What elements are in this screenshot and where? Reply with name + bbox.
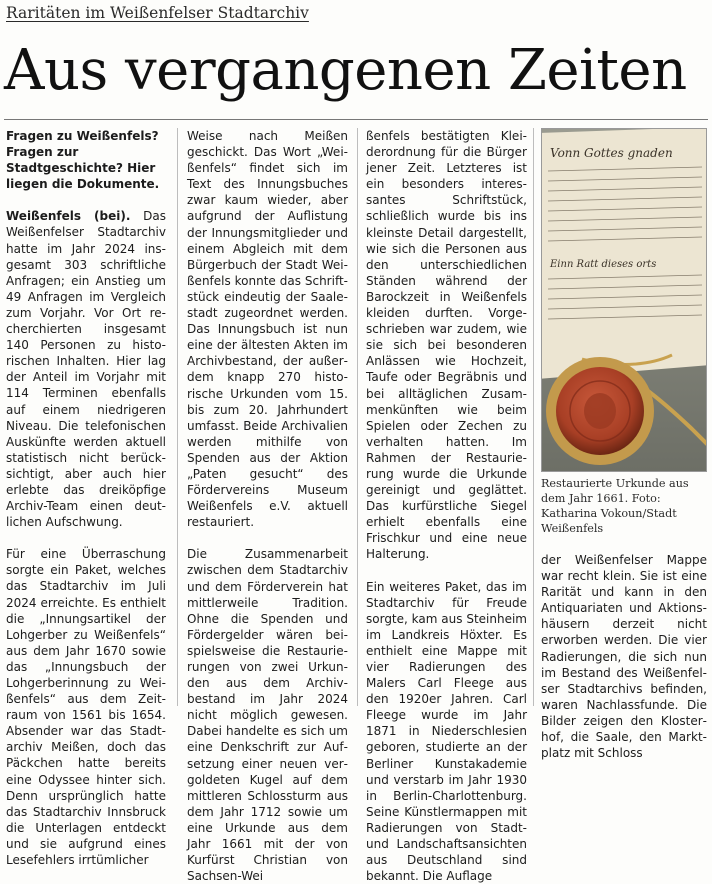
intro-teaser: Fragen zu Weißenfels? Fragen zur Stadtgeschichte? Hier liegen die Dokumente. (6, 129, 160, 192)
column-divider (357, 128, 358, 706)
paragraph: Weise nach Meißen geschickt. Das Wort „Weißenfels“ findet sich im Text des Innungsbuches zwar kaum wieder, aber aufgrund der Auflistung der Innungsmitglieder und einem Abgleich mit dem Bürgerbuch der Stadt Weißenfels konnte das Schriftstück eindeutig der Saalestadt zugeordnet werden. Das Innungsbuch ist nun eine der ältesten Akten im Archivbestand, der außerdem knapp 270 historische Urkunden vom 15. bis zum 20. Jahrhundert umfasst. Beide Archivalien werden mithilfe von Spenden aus der Aktion „Paten gesucht“ des Fördervereins Museum Weißenfels e.V. aktuell restauriert. (187, 129, 348, 530)
paragraph: Ein weiteres Paket, das im Stadtarchiv für Freude sorgte, kam aus Steinheim im Landkreis Höxter. Es enthielt eine Mappe mit vier Radierungen des Malers Carl Fleege aus den 1920er Jahren. Carl Fleege wurde im Jahr 1871 in Niederschlesien geboren, studierte an der Berliner Kunstakademie und verstarb im Jahr 1930 in Berlin-Charlottenburg. Seine Künstlermappen mit Radierungen von Stadt- und Landschaftsansichten aus Deutschland sind bekannt. Die Auflage (366, 579, 527, 884)
headline-rule (4, 119, 708, 120)
column-divider (177, 128, 178, 706)
column-divider (533, 128, 534, 706)
paragraph-text: Das Weißenfelser Stadtarchiv hatte im Jahr 2024 insgesamt 303 schriftliche Anfragen; ein Anstieg um 49 Anfragen im Vergleich zum Vorjahr. Vor Ort recherchierten insgesamt 140 Personen zu historischen Inhalten. Hier lag der Anteil im Vorjahr mit 114 Terminen ebenfalls auf einem niedrigeren Niveau. Die telefonischen Auskünfte werden aktuell statistisch nicht berücksichtigt, aber auch hier erlebte das dreiköpfige Archiv-Team einen deutlichen Aufschwung. (6, 209, 166, 530)
paragraph: Für eine Überraschung sorgte ein Paket, welches das Stadtarchiv im Juli 2024 erreichte. Es enthielt die „Innungsartikel der Lohgerber zu Weißenfels“ aus dem Jahr 1670 sowie das „Innungsbuch der Lohgerberinnung zu Weißenfels“ aus dem Zeitraum von 1561 bis 1654. Absender war das Stadtarchiv Meißen, doch das Päckchen hatte bereits eine Odyssee hinter sich. Denn ursprünglich hatte das Stadtarchiv Innsbruck die Unterlagen entdeckt und sie aufgrund eines Lesefehlers irrtümlicher (6, 547, 166, 868)
column-2 (187, 128, 348, 884)
paragraph: ßenfels bestätigten Kleiderordnung für die Bürger jener Zeit. Letzteres ist ein besonders interessantes Schriftstück, schließlich wurde bis ins kleinste Detail dargestellt, wie sich die Personen aus den unterschiedlichen Ständen während der Barockzeit in Weißenfels kleiden durften. Vorgeschrieben war zudem, wie sie sich bei besonderen Anlässen wie Hochzeit, Taufe oder Begräbnis und bei alltäglichen Zusammenkünften wie beim Spielen oder Zechen zu verhalten hatten. Im Rahmen der Restaurierung wurde die Urkunde gereinigt und geglättet. Das kurfürstliche Siegel erhielt ebenfalls eine Frischkur und eine neue Halterung. (366, 129, 527, 562)
script-line: Vonn Gottes gnaden (550, 146, 673, 160)
column-1 (6, 128, 166, 868)
column-3 (366, 128, 527, 884)
paragraph: der Weißenfelser Mappe war recht klein. Sie ist eine Rarität und kann in den Antiquariaten und Aktionshäusern derzeit nicht erworben werden. Die vier Radierungen, die sich nun im Bestand des Weißenfelser Stadtarchivs befinden, waren Nachlassfunde. Die Bilder zeigen den Klosterhof, die Saale, den Marktplatz mit Schloss (541, 553, 707, 761)
paragraph (6, 208, 166, 530)
photo-caption: Restaurierte Urkunde aus dem Jahr 1661. Foto: Katharina Vokoun/Stadt Weißenfels (541, 477, 689, 535)
column-4 (541, 128, 707, 761)
document-photo (541, 128, 707, 472)
kicker: Raritäten im Weißenfelser Stadtarchiv (6, 4, 309, 22)
parchment-seal-image (542, 129, 706, 471)
paragraph: Die Zusammenarbeit zwischen dem Stadtarchiv und dem Förderverein hat mittlerweile Tradition. Ohne die Spenden und Fördergelder wären beispielsweise die Restaurierungen von zwei Urkunden aus dem Archivbestand im Jahr 2024 nicht möglich gewesen. Dabei handelte es sich um eine Denkschrift zur Aufsetzung einer neuen vergoldeten Kugel auf dem mittleren Schlossturm aus dem Jahr 1712 sowie um eine Urkunde aus dem Jahr 1661 mit der von Kurfürst Christian von Sachsen-Wei (187, 547, 348, 884)
dateline: Weißenfels (bei). (6, 209, 131, 224)
headline: Aus vergangenen Zeiten (4, 38, 687, 103)
script-line: Einn Ratt dieses orts (550, 259, 657, 270)
